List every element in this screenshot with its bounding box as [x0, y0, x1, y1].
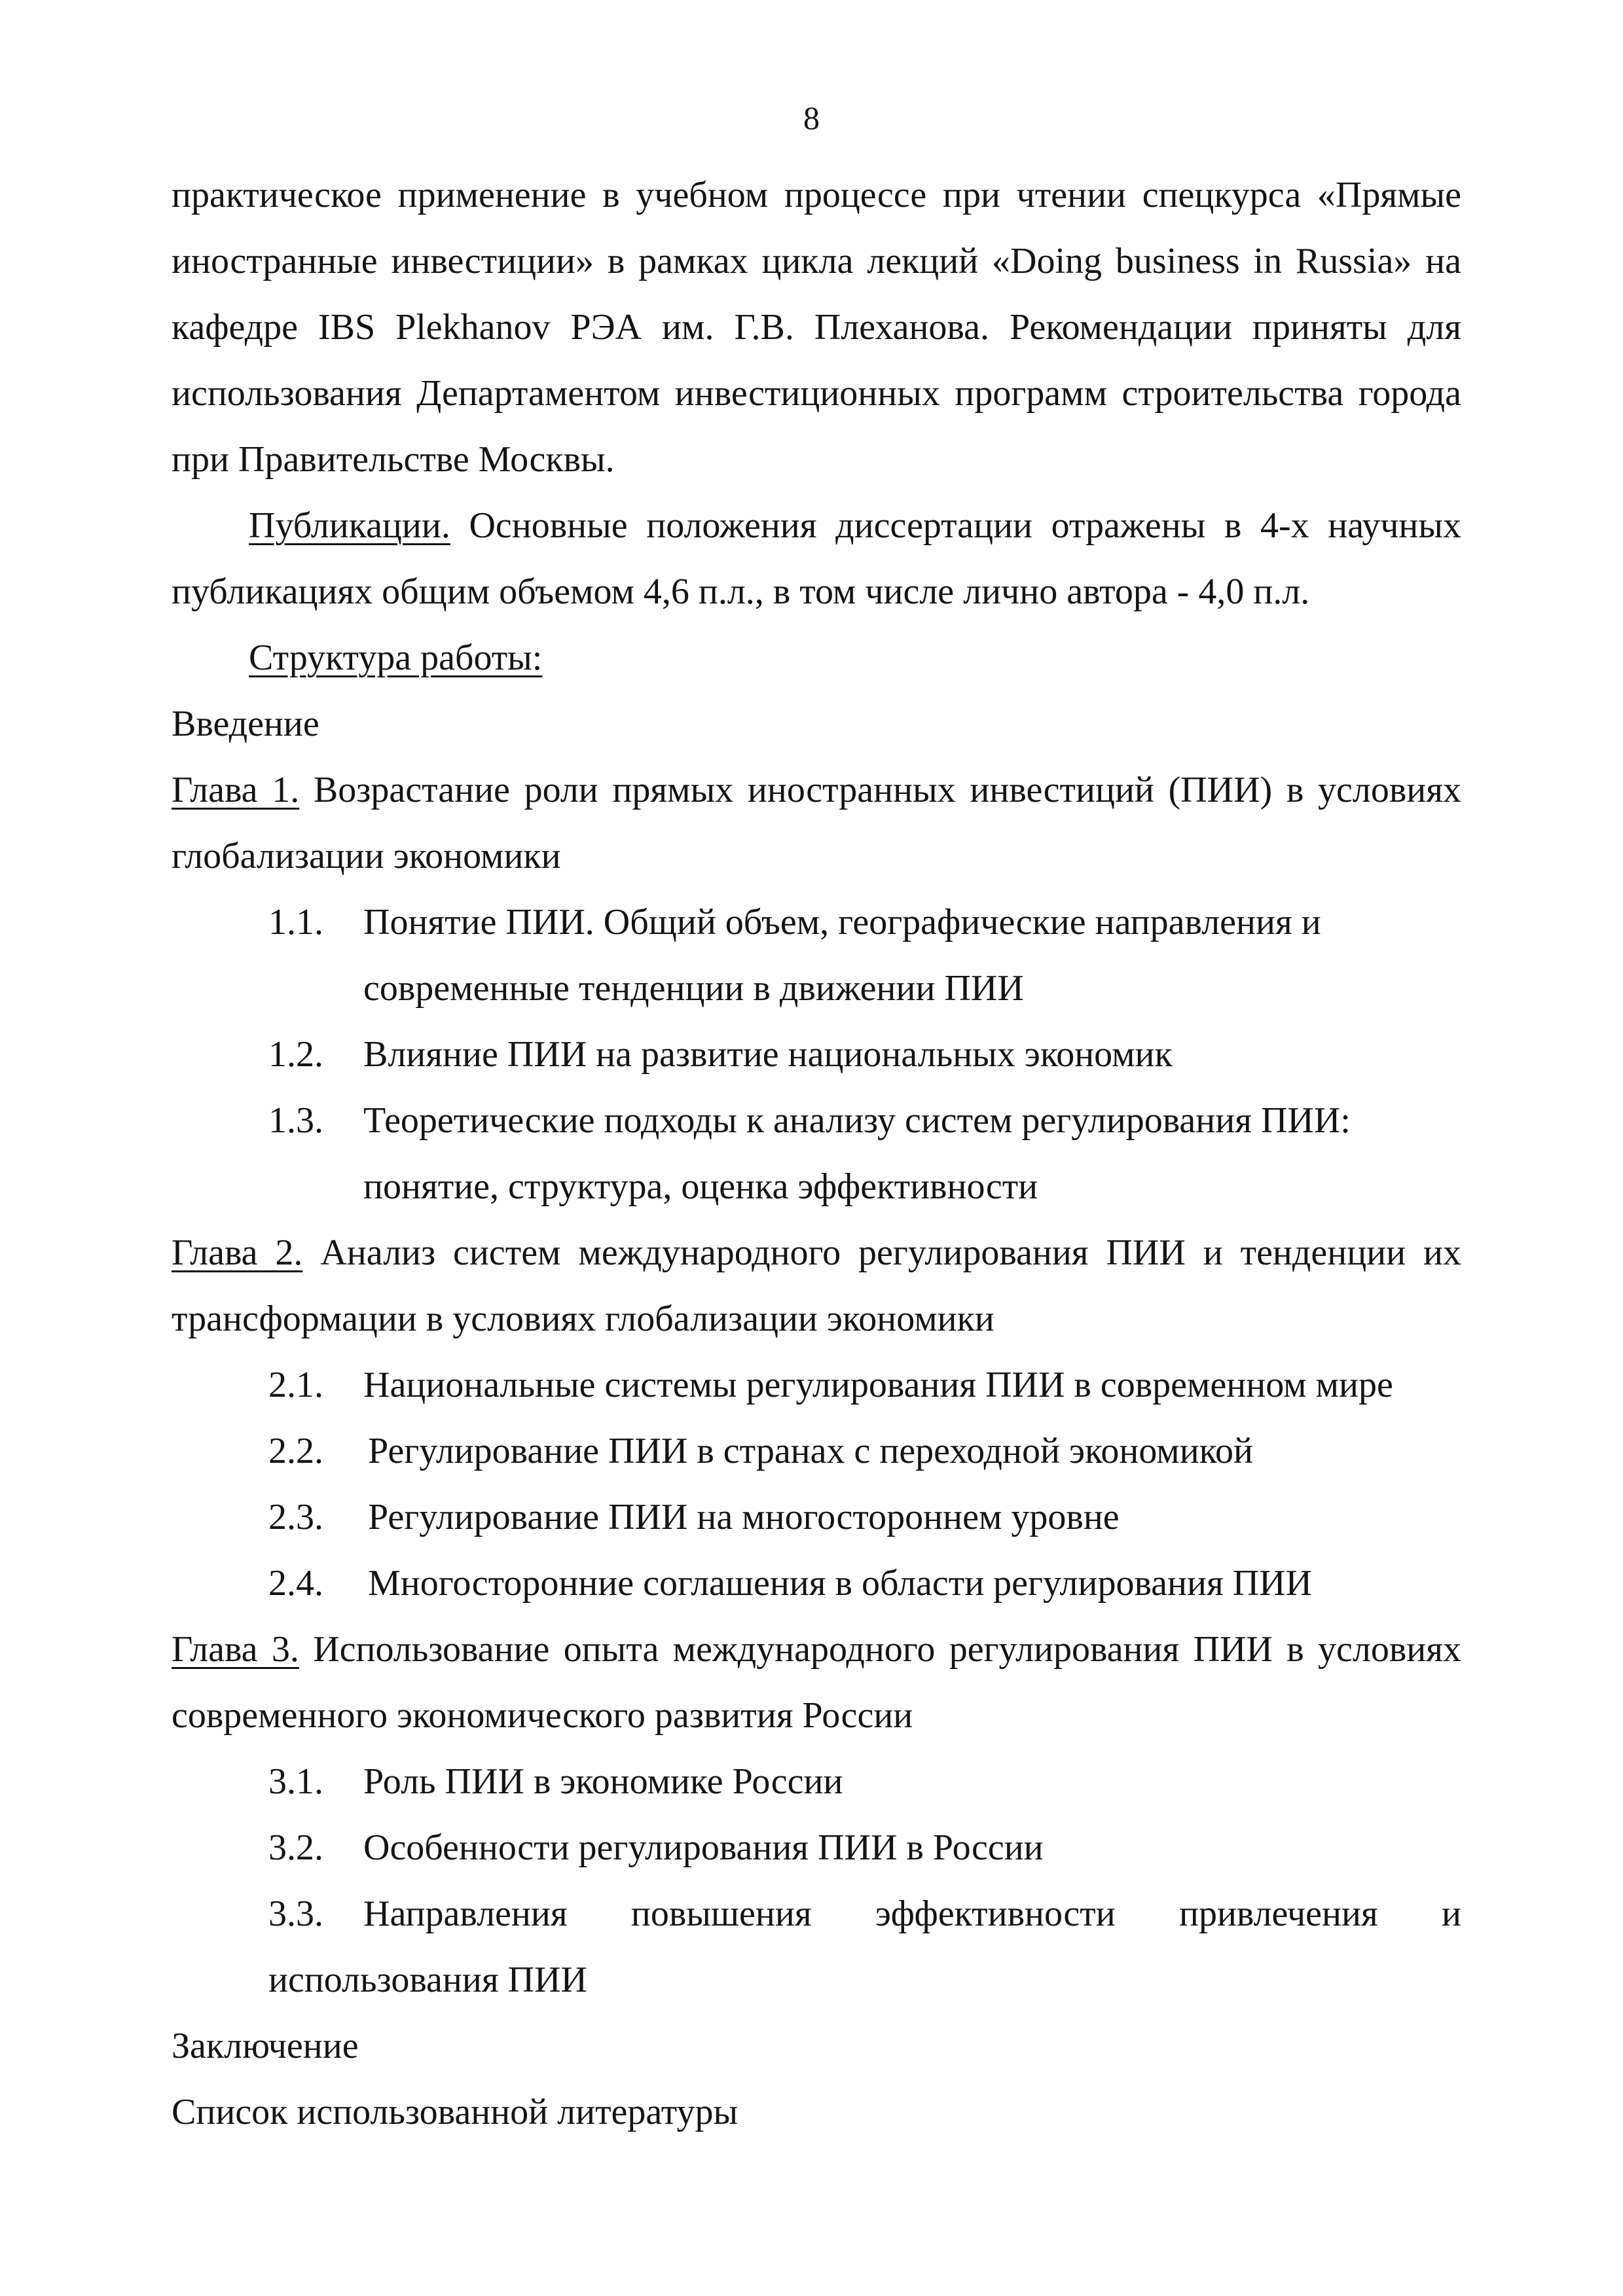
toc-section-3-1	[172, 1749, 1461, 1815]
toc-section-1-1	[172, 889, 1461, 1022]
section-title: Влияние ПИИ на развитие национальных экономик	[363, 1034, 1173, 1075]
toc-conclusion: Заключение	[172, 2026, 359, 2066]
section-title: Особенности регулирования ПИИ в России	[363, 1827, 1044, 1868]
chapter-2-label: Глава 2.	[172, 1232, 303, 1273]
publications-label: Публикации.	[249, 505, 450, 546]
chapter-1-heading	[172, 757, 1461, 889]
publications-paragraph	[172, 493, 1461, 625]
section-number: 3.1.	[268, 1761, 323, 1802]
toc-section-2-2	[172, 1418, 1461, 1484]
toc-section-2-4	[172, 1551, 1461, 1617]
toc-introduction: Введение	[172, 704, 319, 744]
page-content	[172, 162, 1461, 2145]
publications-text: Основные положения диссертации отражены в 4-х научных публикациях общим объемом 4,6 п.л., в том числе лично автора - 4,0 п.л.	[172, 505, 1461, 612]
toc-section-3-2	[172, 1815, 1461, 1881]
section-title: Многосторонние соглашения в области регулирования ПИИ	[368, 1563, 1313, 1604]
structure-heading	[172, 625, 1461, 691]
toc-section-3-3	[172, 1881, 1461, 2013]
page-number: 8	[803, 99, 820, 136]
section-number: 2.4.	[268, 1563, 323, 1604]
section-title: Национальные системы регулирования ПИИ в современном мире	[363, 1365, 1393, 1405]
section-number: 2.1.	[268, 1365, 323, 1405]
chapter-1-label: Глава 1.	[172, 770, 300, 810]
toc-section-2-3	[172, 1484, 1461, 1551]
section-title: Направления повышения эффективности привлечения и использования ПИИ	[268, 1893, 1461, 2000]
section-title: Роль ПИИ в экономике России	[363, 1761, 843, 1802]
section-title: Регулирование ПИИ в странах с переходной экономикой	[368, 1431, 1254, 1471]
chapter-3-heading	[172, 1617, 1461, 1749]
chapter-2-title: Анализ систем международного регулирования ПИИ и тенденции их трансформации в условиях глобализации экономики	[172, 1232, 1461, 1339]
section-title: Теоретические подходы к анализу систем регулирования ПИИ: понятие, структура, оценка эффективности	[363, 1100, 1351, 1207]
toc-bibliography: Список использованной литературы	[172, 2092, 739, 2132]
chapter-2-heading	[172, 1220, 1461, 1352]
toc-section-1-3	[172, 1088, 1461, 1220]
section-number: 1.2.	[268, 1034, 323, 1075]
toc-section-2-1	[172, 1352, 1461, 1418]
section-title: Понятие ПИИ. Общий объем, географические направления и современные тенденции в движении ПИИ	[363, 902, 1321, 1009]
section-number: 3.3.	[268, 1893, 323, 1934]
section-number: 1.3.	[268, 1100, 323, 1141]
section-title: Регулирование ПИИ на многостороннем уровне	[368, 1497, 1120, 1537]
section-number: 2.3.	[268, 1497, 323, 1537]
chapter-1-title: Возрастание роли прямых иностранных инвестиций (ПИИ) в условиях глобализации экономики	[172, 770, 1461, 876]
section-number: 3.2.	[268, 1827, 323, 1868]
chapter-3-label: Глава 3.	[172, 1629, 299, 1670]
structure-label: Структура работы:	[249, 637, 543, 678]
toc-section-1-2	[172, 1022, 1461, 1088]
intro-paragraph: практическое применение в учебном процессе при чтении спецкурса «Прямые иностранные инвестиции» в рамках цикла лекций «Doing business in Russia» на кафедре IBS Plekhanov РЭА им. Г.В. Плеханова. Рекомендации приняты для использования Департаментом инвестиционных программ строительства города при Правительстве Москвы.	[172, 175, 1461, 480]
chapter-3-title: Использование опыта международного регулирования ПИИ в условиях современного экономического развития России	[172, 1629, 1462, 1736]
section-number: 1.1.	[268, 902, 323, 942]
section-number: 2.2.	[268, 1431, 323, 1471]
